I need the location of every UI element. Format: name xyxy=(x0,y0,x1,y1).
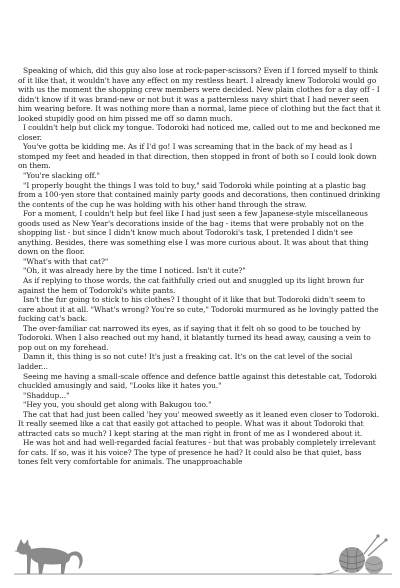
paragraph: The cat that had just been called 'hey you' meowed sweetly as it leaned even closer to Todoroki. It really seemed like a cat that easily got attached to people. What was it about Todoroki that attracted cats so much? I kept staring at the man right in front of me as I wondered about it. xyxy=(18,409,379,438)
paragraph: I couldn't help but click my tongue. Todoroki had noticed me, called out to me and beckoned me closer. xyxy=(18,123,381,142)
paragraph: "Shaddup..." xyxy=(23,390,70,400)
paragraph: "I properly bought the things I was told to buy," said Todoroki while pointing at a plastic bag from a 100-yen store that contained mainly party goods and decorations, then continued drinking the contents of the cup he was holding with his other hand through the straw. xyxy=(18,180,381,209)
paragraph: The over-familiar cat narrowed its eyes, as if saying that it felt oh so good to be touched by Todoroki. When I also reached out my hand, it blatantly turned its head away, causing a vein to pop out on my forehead. xyxy=(18,323,371,352)
paragraph: Seeing me having a small-scale offence and defence battle against this detestable cat, Todoroki chuckled amusingly and said, "Looks like it hates you." xyxy=(18,371,377,391)
paragraph: Speaking of which, did this guy also lose at rock-paper-scissors? Even if I forced myself to think of it like that, it wouldn't have any effect on my restless heart. I already knew Todoroki would go with us the moment the shopping crew members were decided. New plain clothes for a day off - I didn't know if it was brand-new or not but it was a patternless navy shirt that I had never seen him wearing before. It was nothing more than a normal, lame piece of clothing but the fact that it looked stupidly good on him pissed me off so damn much. xyxy=(18,66,381,123)
text-body xyxy=(18,66,382,467)
paragraph: "Hey you, you should get along with Bakugou too." xyxy=(23,400,212,410)
paragraph: "Oh, it was already here by the time I noticed. Isn't it cute?" xyxy=(23,266,246,276)
footer-decoration xyxy=(0,530,400,588)
yarn-balls-icon xyxy=(312,534,388,574)
paragraph: As if replying to those words, the cat faithfully cried out and snuggled up its light brown fur against the hem of Todoroki's white pants. xyxy=(18,276,364,295)
paragraph: For a moment, I couldn't help but feel like I had just seen a few Japanese-style miscellaneous goods used as New Year's decorations inside of the bag - items that were probably not on the shopping list - but since I didn't know much about Todoroki's task, I pretended I didn't see anything. Besides, there was something else I was more curious about. It was about that thing down on the floor. xyxy=(18,209,369,257)
paragraph: He was hot and had well-regarded facial features - but that was probably completely irrelevant for cats. If so, was it his voice? The type of presence he had? It could also be that quiet, bass tones felt very comfortable for animals. The unapproachable xyxy=(18,438,376,467)
footer-illustration xyxy=(0,530,400,588)
cat-silhouette-icon xyxy=(14,539,83,574)
paragraph: "What's with that cat?" xyxy=(23,256,109,266)
paragraph: Damn it, this thing is so not cute! It's just a freaking cat. It's on the cat level of the social ladder... xyxy=(18,352,353,371)
paragraph: "You're slacking off." xyxy=(23,171,100,181)
paragraph: You've gotta be kidding me. As if I'd go! I was screaming that in the back of my head as I stomped my feet and headed in that direction, then stopped in front of both so I could look down on them. xyxy=(18,142,377,171)
paragraph: Isn't the fur going to stick to his clothes? I thought of it like that but Todoroki didn't seem to care about it at all. "What's wrong? You're so cute," Todoroki murmured as he lovingly patted the fucking cat's back. xyxy=(18,295,379,324)
